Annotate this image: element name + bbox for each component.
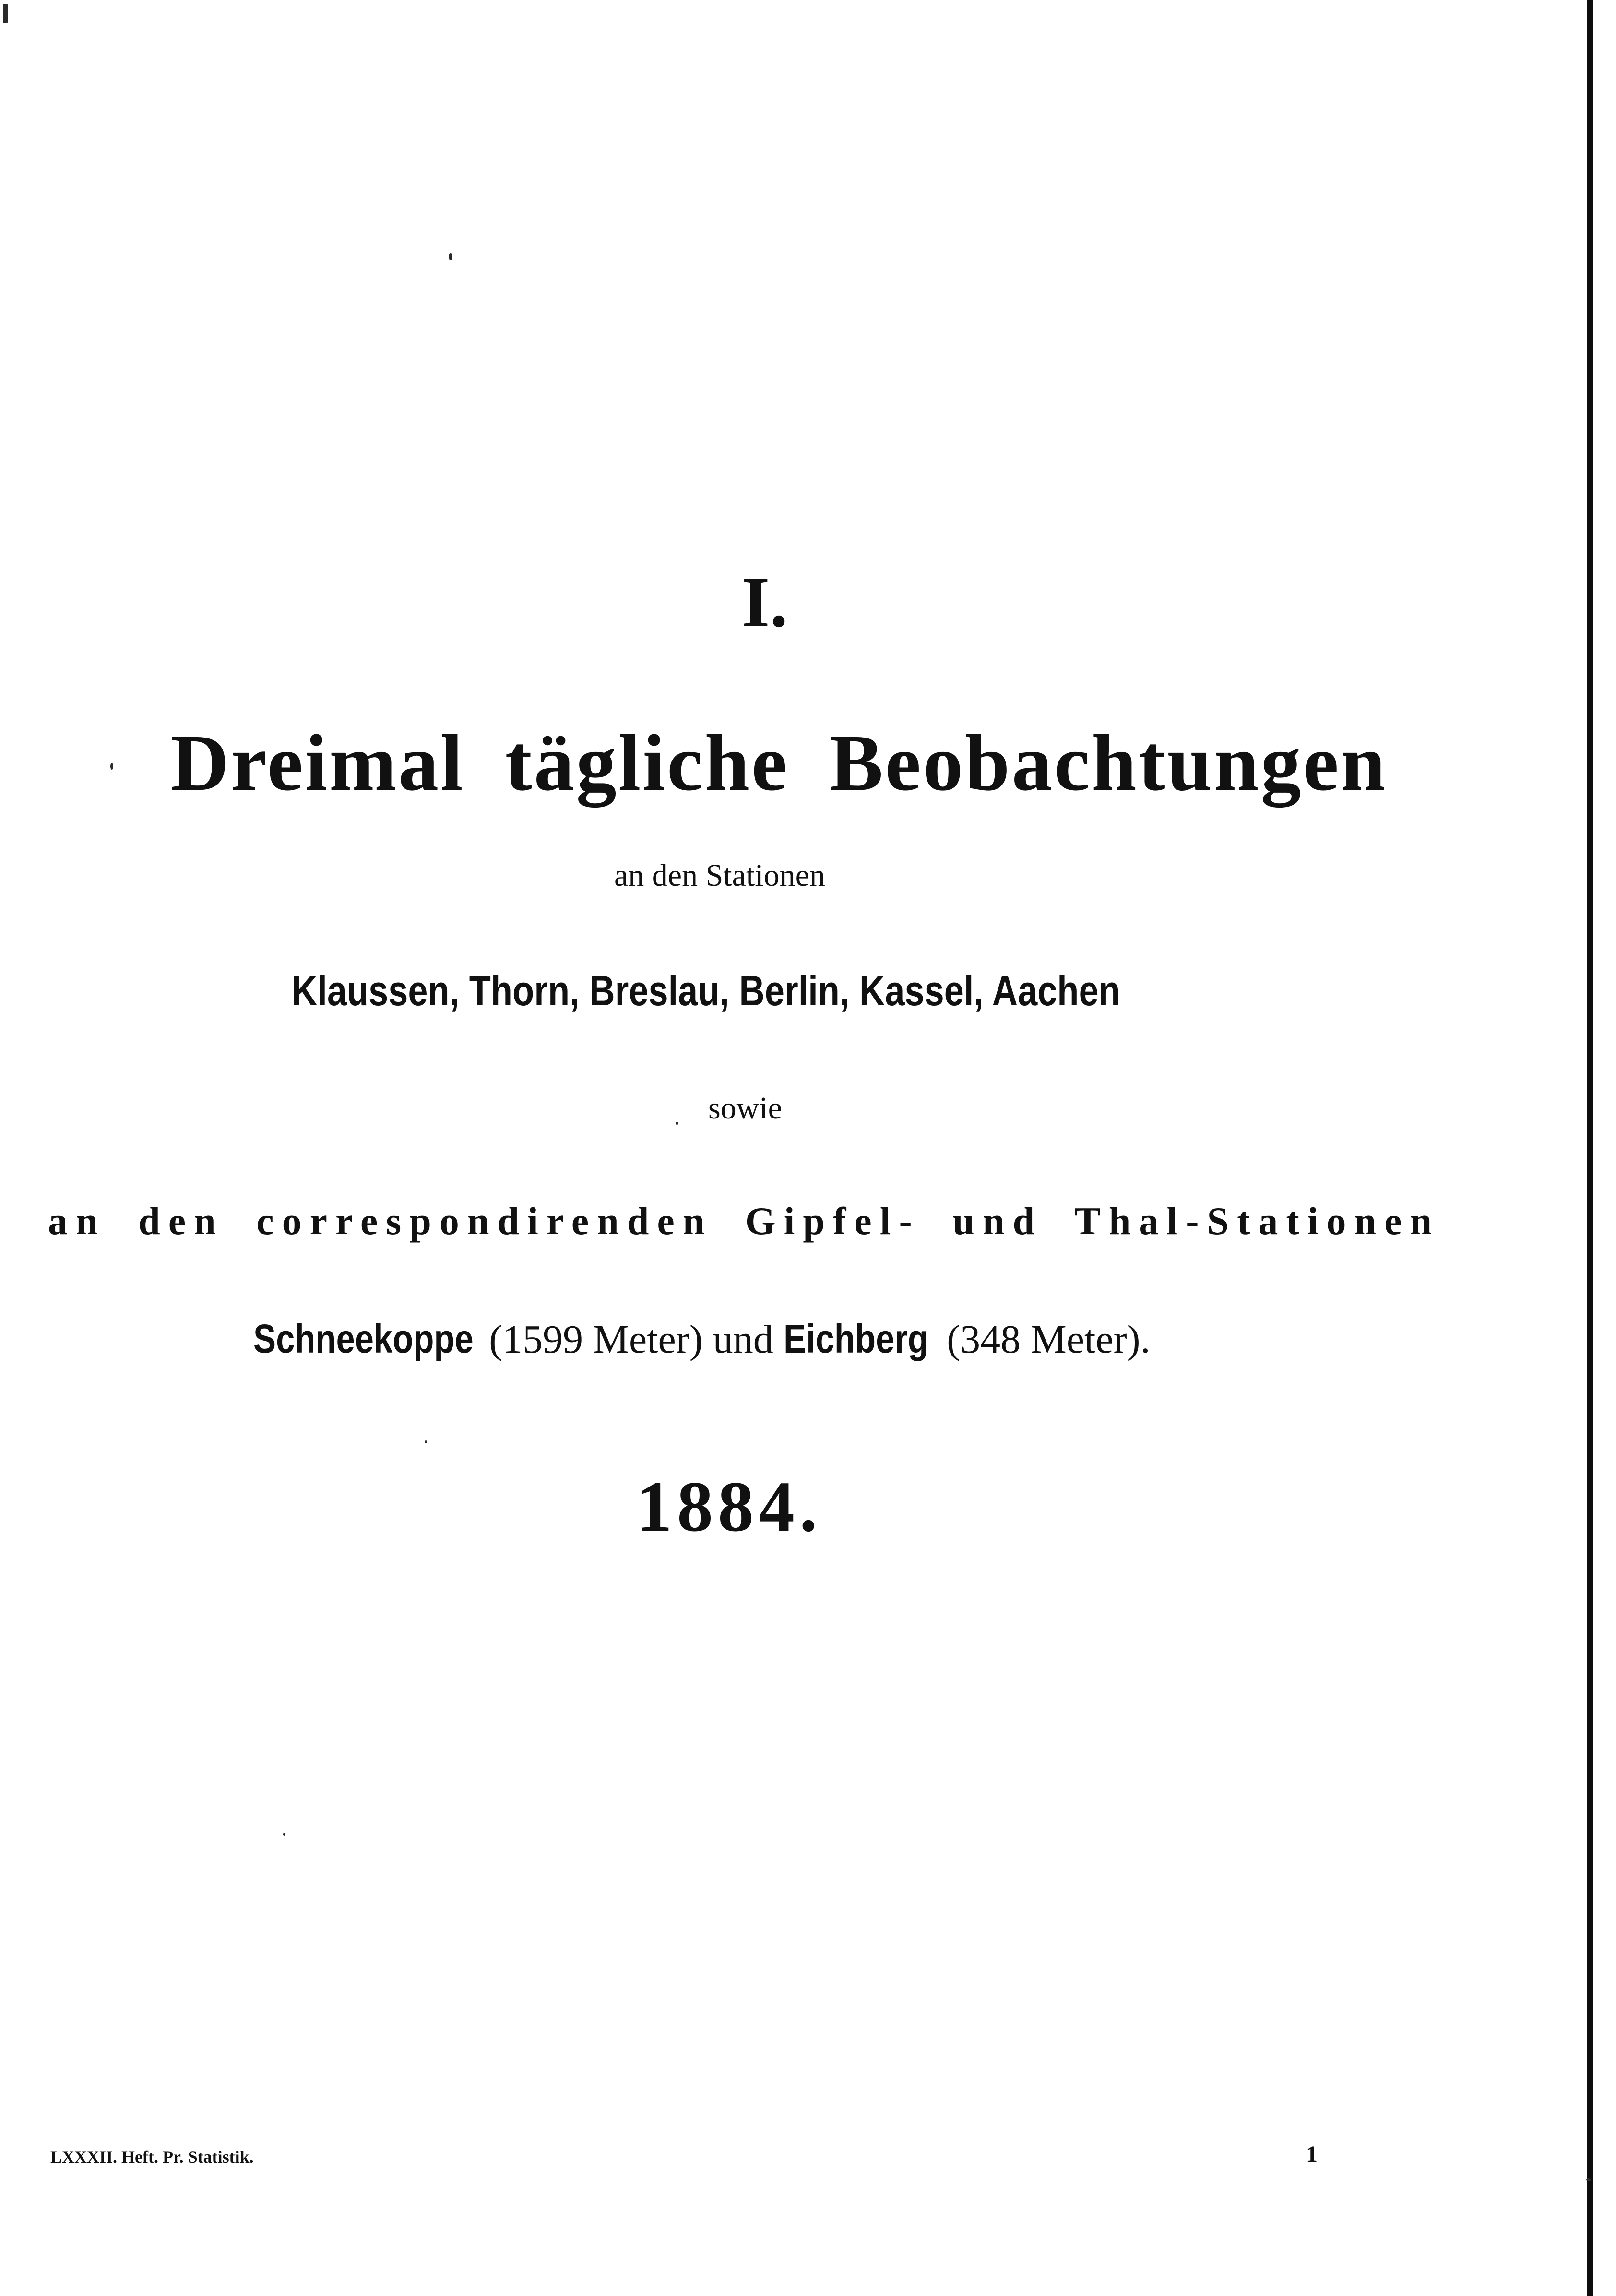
peak-height-schneekoppe: (1599 Meter) [489,1317,703,1362]
page-number: 1 [1306,2141,1318,2167]
part-numeral: I. [742,562,788,642]
stations-list: Klaussen, Thorn, Breslau, Berlin, Kassel, Aachen [292,967,1120,1014]
scan-speck [425,1440,427,1443]
peak-name-eichberg: Eichberg [783,1316,928,1361]
scan-speck [3,4,8,23]
scan-speck [110,763,113,770]
scan-speck [283,1833,285,1836]
page-title: Dreimal tägliche Beobachtungen [171,718,1388,808]
stations-intro: an den Stationen [614,858,825,893]
conjunction-text: sowie [708,1091,782,1126]
scan-edge-bar [1587,0,1593,2296]
scan-speck [449,253,452,260]
peak-name-schneekoppe: Schneekoppe [253,1316,474,1361]
peaks-line [253,1312,1151,1366]
peaks-joiner: und [713,1317,773,1362]
year-heading: 1884. [636,1467,822,1547]
footer-series-label: LXXXII. Heft. Pr. Statistik. [50,2147,254,2166]
scan-speck [1586,2178,1591,2181]
scan-speck [676,1122,678,1125]
summit-valley-stations-line: an den correspondirenden Gipfel- und Thal-Stationen [48,1199,1440,1243]
peak-height-eichberg: (348 Meter). [947,1317,1151,1362]
